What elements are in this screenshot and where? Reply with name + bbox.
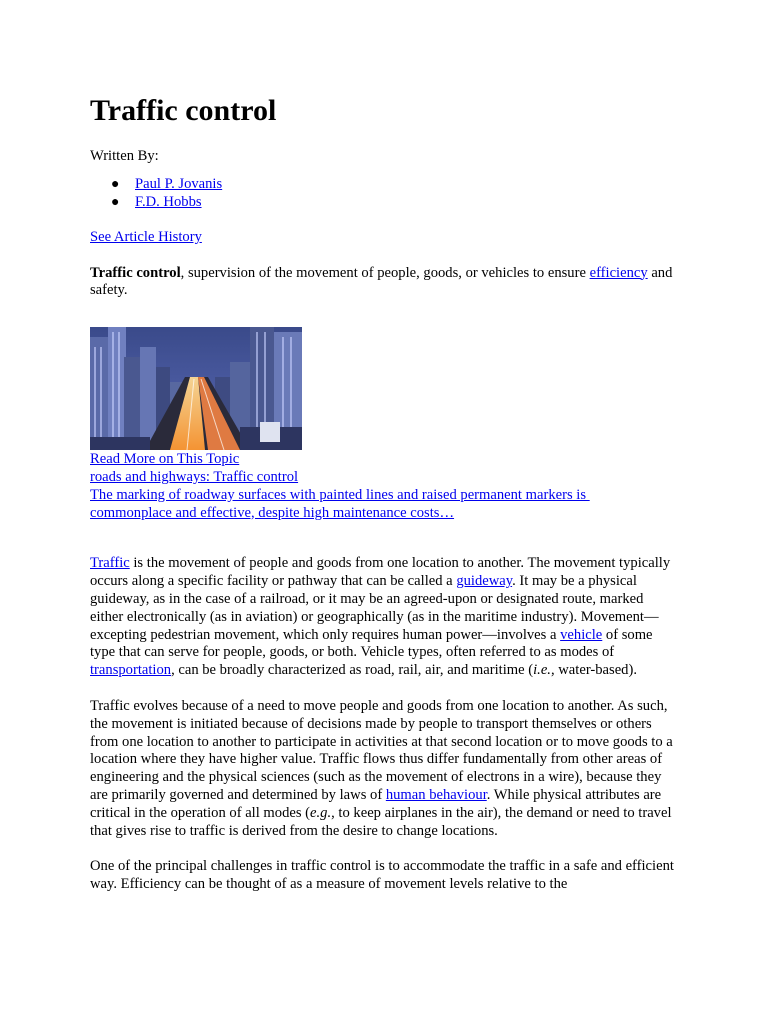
written-by-label: Written By:: [90, 148, 159, 164]
related-topic-excerpt-line2[interactable]: commonplace and effective, despite high maintenance costs…: [90, 504, 455, 521]
page-title: Traffic control: [90, 94, 277, 127]
related-topic-excerpt-line1[interactable]: The marking of roadway surfaces with painted lines and raised permanent markers is: [90, 486, 590, 503]
author-list: [90, 176, 678, 213]
author-link-hobbs[interactable]: F.D. Hobbs: [135, 194, 202, 211]
body-paragraph-3: [90, 858, 678, 894]
bullet-icon: ●: [111, 176, 120, 192]
paragraph-text: One of the principal challenges in traffic control is to accommodate the traffic in a safe and efficient way. Efficiency can be thought of as a measure of movement levels relative to the: [90, 858, 674, 893]
paragraph-text: Traffic evolves because of a need to move people and goods from one location to another. As such, the movement is initiated because of decisions made by people to transport themselves or others from one location to another to participate in activities at that second location or to move goods to a location where they have higher value. Traffic flows thus differ fundamentally from other areas of engineering and the physical sciences (such as the movement of electrons in a wire), because they are primarily governed and determined by laws of: [90, 697, 673, 803]
paragraph-text: , water-based).: [550, 662, 637, 679]
eg-abbrev: e.g.: [310, 804, 332, 821]
list-item: [111, 194, 678, 213]
paragraph-text: , can be broadly characterized as road, rail, air, and maritime (: [171, 662, 534, 679]
article-page: [90, 93, 678, 894]
list-item: [111, 175, 678, 195]
paragraph-text: of some type that can serve for people, goods, or both. Vehicle types, often referred to as modes of: [90, 626, 653, 661]
human-behaviour-link[interactable]: human behaviour: [385, 786, 487, 803]
guideway-link[interactable]: guideway: [456, 573, 513, 590]
related-topic-title-link[interactable]: roads and highways: Traffic control: [90, 468, 299, 485]
article-history-link[interactable]: See Article History: [90, 228, 202, 245]
body-paragraph-1: [90, 555, 678, 680]
body-paragraph-2: [90, 698, 678, 840]
traffic-link[interactable]: Traffic: [90, 555, 130, 572]
lead-text-end: and safety.: [90, 264, 673, 299]
author-link-jovanis[interactable]: Paul P. Jovanis: [135, 175, 223, 192]
ie-abbrev: i.e.: [533, 662, 551, 679]
bullet-icon: ●: [111, 195, 120, 211]
efficiency-link[interactable]: efficiency: [589, 264, 648, 281]
city-highway-image: [90, 327, 302, 450]
lead-text: , supervision of the movement of people, goods, or vehicles to ensure: [180, 264, 590, 281]
paragraph-text: , to keep airplanes in the air), the demand or need to travel that gives rise to traffic is derived from the desire to change locations.: [90, 804, 672, 839]
lead-paragraph: [90, 265, 678, 301]
paragraph-text: is the movement of people and goods from one location to another. The movement typically occurs along a specific facility or pathway that can be called a: [90, 555, 671, 590]
vehicle-link[interactable]: vehicle: [560, 626, 603, 643]
read-more-link[interactable]: Read More on This Topic: [90, 451, 240, 468]
topic-thumbnail[interactable]: [90, 327, 302, 450]
lead-term: Traffic control: [90, 264, 181, 281]
paragraph-text: . While physical attributes are critical in the operation of all modes (: [90, 786, 662, 821]
paragraph-text: . It may be a physical guideway, as in the case of a railroad, or it may be an agreed-upon or designated route, marked either electronically (as in aviation) or geographically (as in the maritime industry). Movement—excepting pedestrian movement, which only requires human power—involves a: [90, 573, 659, 643]
transportation-link[interactable]: transportation: [90, 662, 172, 679]
related-topic: [90, 327, 678, 522]
